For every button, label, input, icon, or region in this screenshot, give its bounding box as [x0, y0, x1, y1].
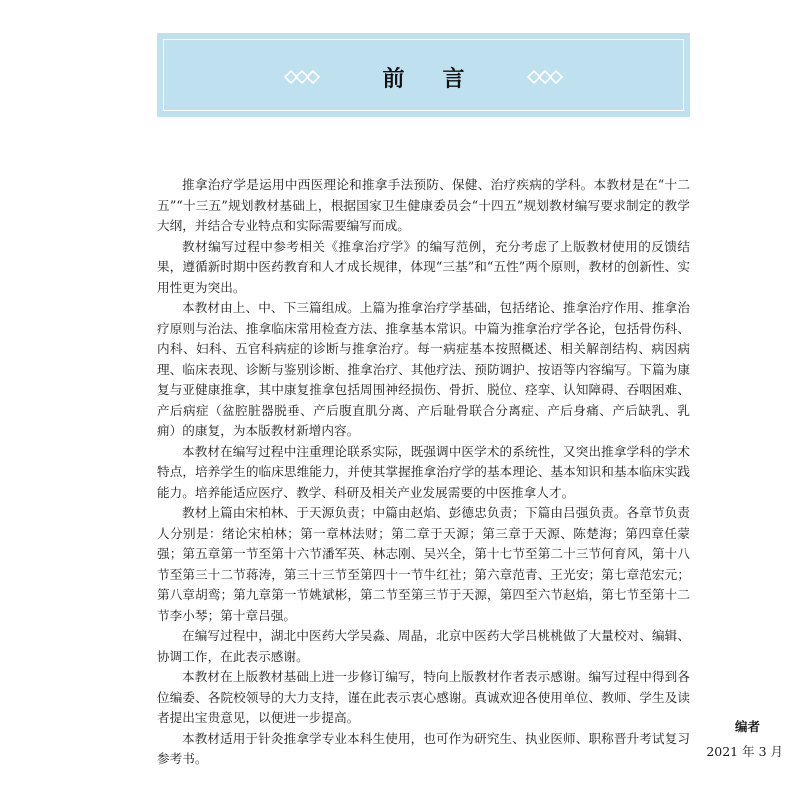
paragraph: 推拿治疗学是运用中西医理论和推拿手法预防、保健、治疗疾病的学科。本教材是在“十二五”“十三五”规划教材基础上，根据国家卫生健康委员会“十四五”规划教材编写要求制定的教学大纲，并结合专业特点和实际需要编写而成。: [157, 177, 690, 233]
title-banner-frame: [163, 39, 684, 111]
diamond-chain-ornament-right: [525, 70, 563, 84]
paragraph: 本教材在编写过程中注重理论联系实际，既强调中医学术的系统性，又突出推拿学科的学术特点，培养学生的临床思维能力，并使其掌握推拿治疗学的基本理论、基本知识和基本临床实践能力。培养能适应医疗、教学、科研及相关产业发展需要的中医推拿人才。: [157, 443, 690, 500]
paragraph: 本教材适用于针灸推拿学专业本科生使用，也可作为研究生、执业医师、职称晋升考试复习参考书。: [157, 730, 690, 766]
title-banner: [157, 33, 690, 117]
signature-name: 编者: [734, 719, 760, 734]
paragraph: 教材上篇由宋柏林、于天源负责；中篇由赵焰、彭德忠负责；下篇由吕强负责。各章节负责人分别是：绪论宋柏林；第一章林法财；第二章于天源；第三章于天源、陈楚海；第四章任蒙强；第五章第一节至第十六节潘军英、林志刚、吴兴全，第十七节至第二十三节何育风，第十八节至第三十二节蒋涛，第三十三节至第四十一节牛红社；第六章范青、王光安；第七章范宏元；第八章胡鸾；第九章第一节姚斌彬，第二节至第三节于天源，第四至六节赵焰，第七节至第十二节李小琴；第十章吕强。: [157, 505, 690, 623]
title-row: [164, 62, 683, 92]
page-title: 前言: [382, 66, 503, 92]
paragraph: 在编写过程中，湖北中医药大学吴淼、周晶，北京中医药大学吕桃桃做了大量校对、编辑、协调工作，在此表示感谢。: [157, 628, 690, 664]
signature-date: 2021 年 3 月: [706, 744, 783, 759]
preface-body: [157, 175, 690, 770]
paragraph: 教材编写过程中参考相关《推拿治疗学》的编写范例，充分考虑了上版教材使用的反馈结果，遵循新时期中医药教育和人才成长规律，体现“三基”和“五性”两个原则，教材的创新性、实用性更为突出。: [157, 238, 690, 295]
diamond-chain-ornament-left: [284, 70, 322, 84]
paragraph: 本教材在上版教材基础上进一步修订编写，特向上版教材作者表示感谢。编写过程中得到各位编委、各院校领导的大力支持，谨在此表示衷心感谢。真诚欢迎各使用单位、教师、学生及读者提出宝贵意见，以便进一步提高。: [157, 669, 690, 725]
paragraph: 本教材由上、中、下三篇组成。上篇为推拿治疗学基础，包括绪论、推拿治疗作用、推拿治疗原则与治法、推拿临床常用检查方法、推拿基本常识。中篇为推拿治疗学各论，包括骨伤科、内科、妇科、五官科病症的诊断与推拿治疗。每一病症基本按照概述、相关解剖结构、病因病理、临床表现、诊断与鉴别诊断、推拿治疗、其他疗法、预防调护、按语等内容编写。下篇为康复与亚健康推拿，其中康复推拿包括周围神经损伤、骨折、脱位、痉挛、认知障碍、吞咽困难、产后病症（盆腔脏器脱垂、产后腹直肌分离、产后耻骨联合分离症、产后身痛、产后缺乳、乳痈）的康复，为本版教材新增内容。: [157, 300, 690, 438]
